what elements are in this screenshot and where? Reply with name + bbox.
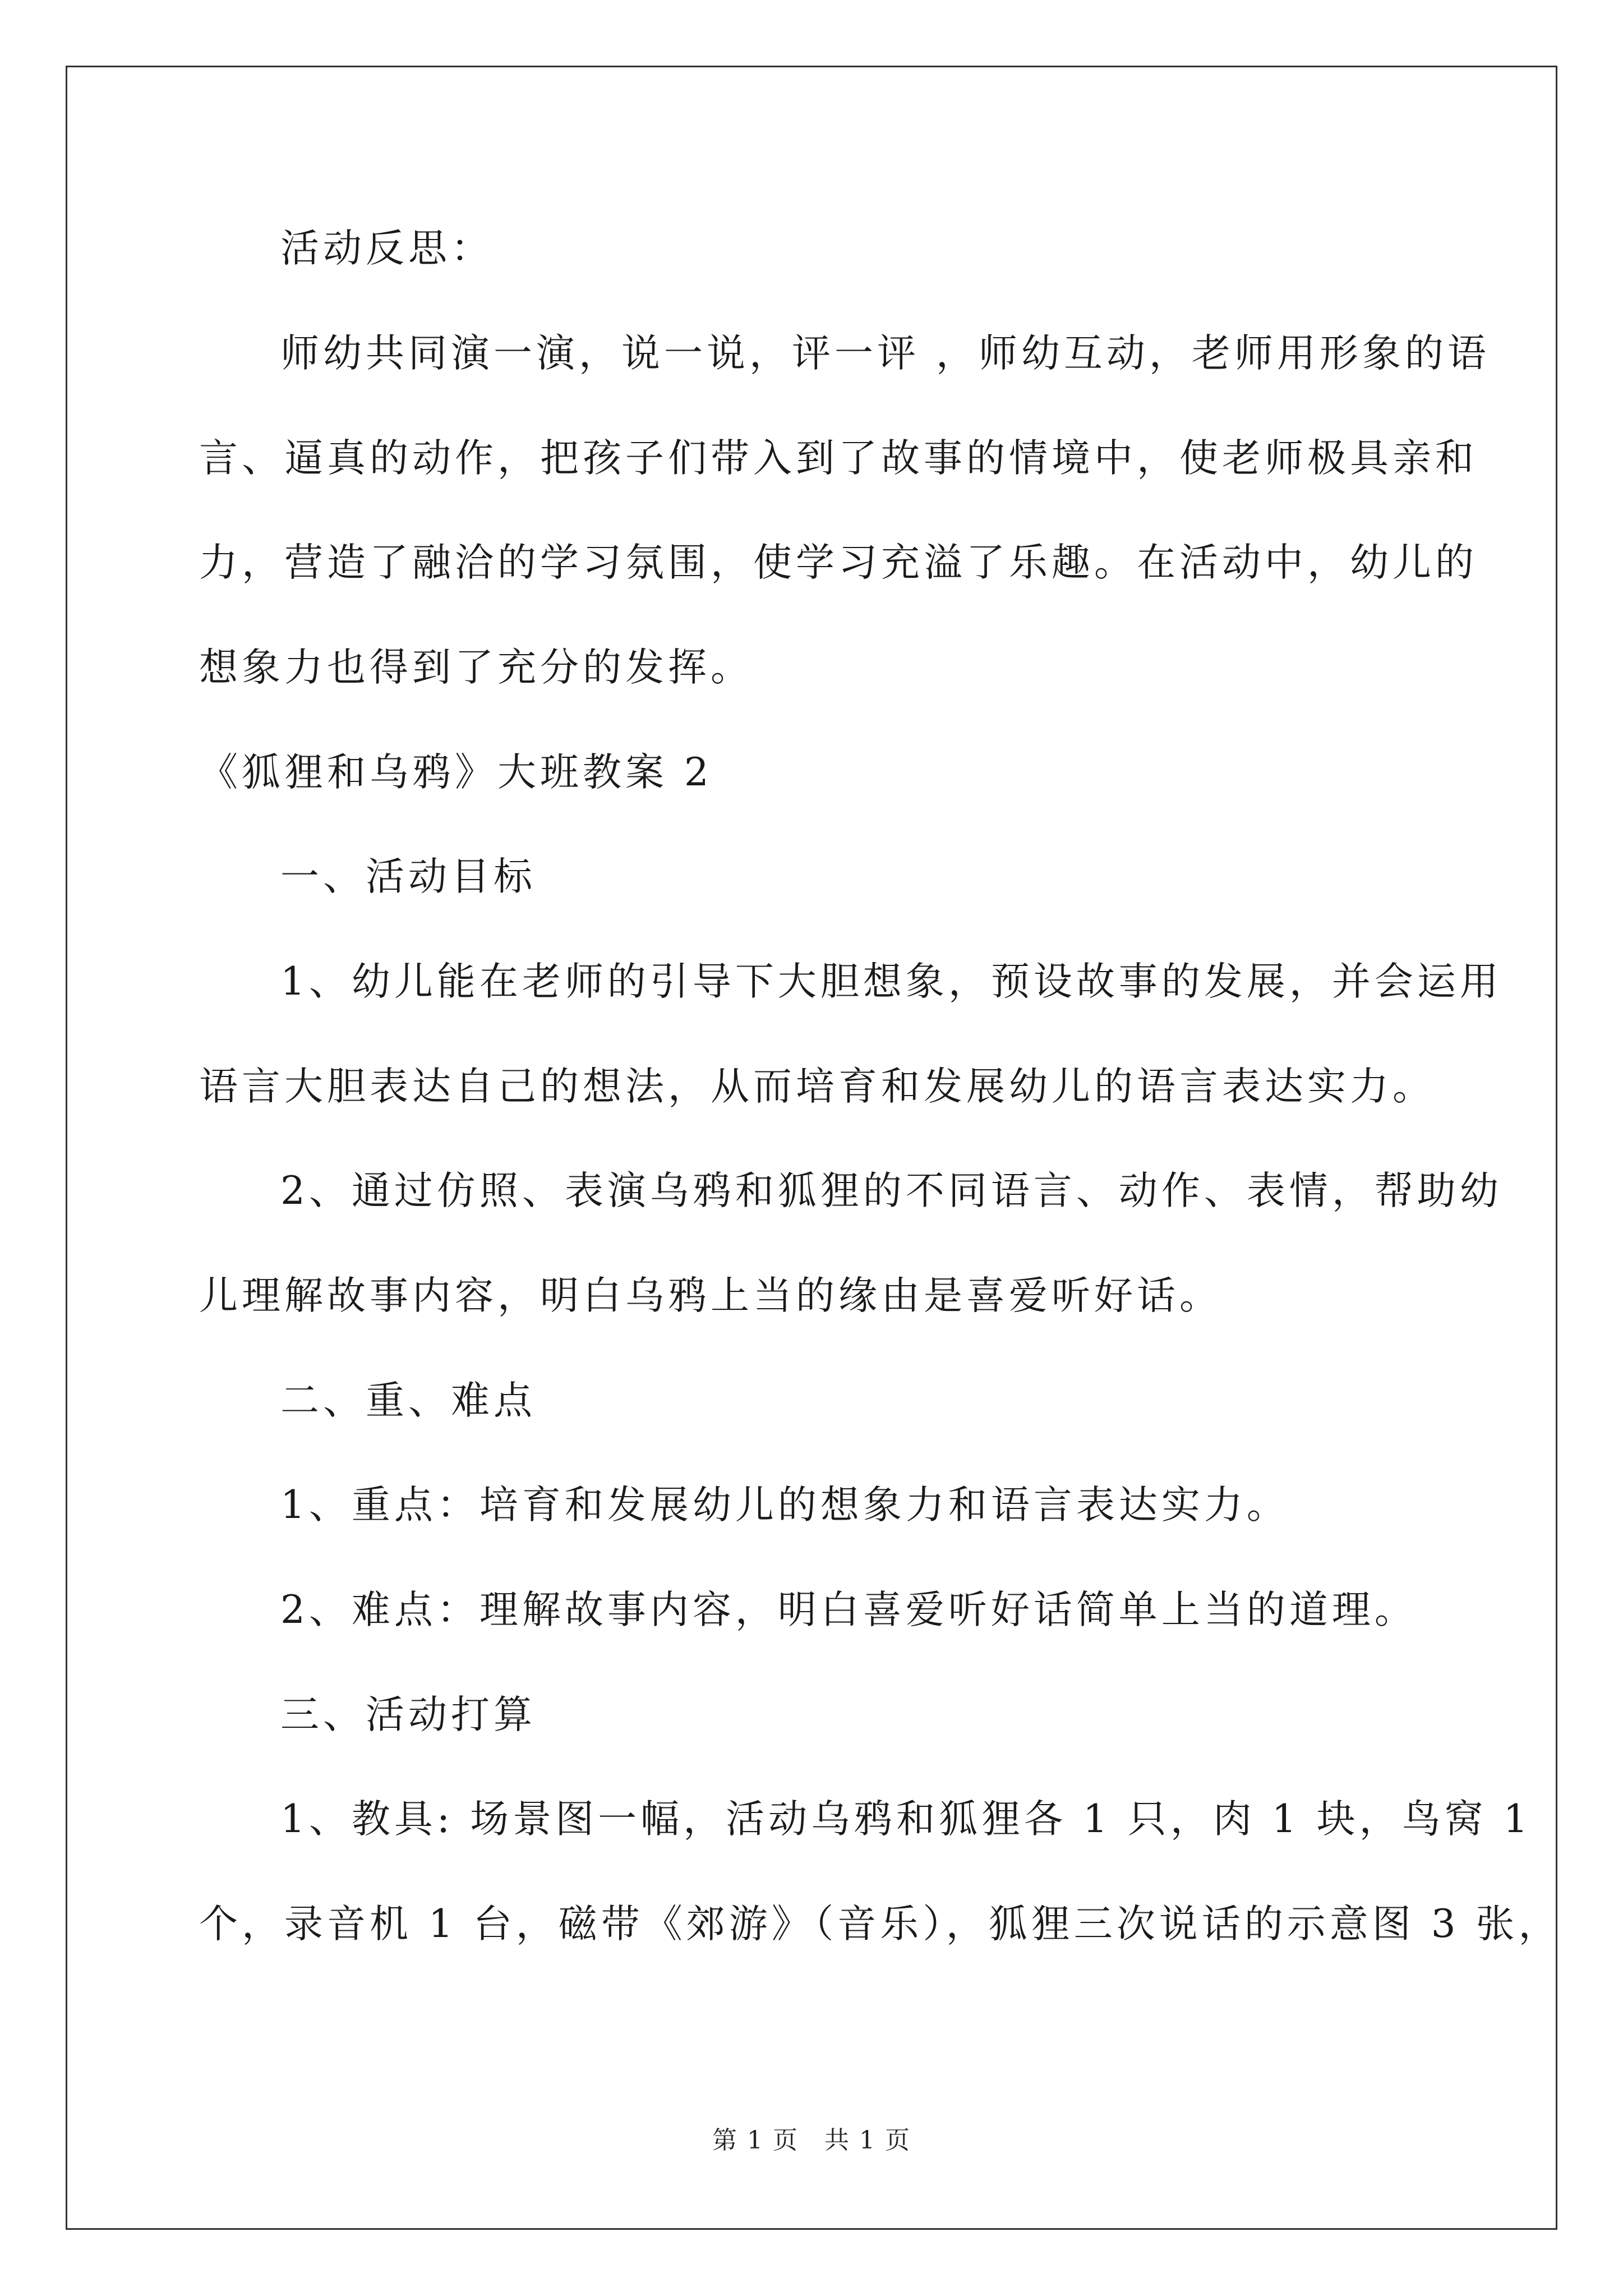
page-footer: 第 1 页 共 1 页: [712, 2126, 911, 2155]
paragraph-line: 言、逼真的动作，把孩子们带入到了故事的情境中，使老师极具亲和: [199, 436, 1478, 481]
section-heading-reflection: 活动反思：: [280, 226, 494, 271]
paragraph-line: 想象力也得到了充分的发挥。: [199, 645, 753, 690]
lesson-plan-title: 《狐狸和乌鸦》大班教案 2: [199, 750, 713, 795]
paragraph-line: 2、通过仿照、表演乌鸦和狐狸的不同语言、动作、表情，帮助幼: [280, 1168, 1502, 1213]
paragraph-line: 1、重点：培育和发展幼儿的想象力和语言表达实力。: [280, 1483, 1289, 1527]
paragraph-line: 2、难点：理解故事内容，明白喜爱听好话简单上当的道理。: [280, 1588, 1417, 1632]
section-heading-preparation: 三、活动打算: [280, 1692, 536, 1737]
paragraph-line: 师幼共同演一演，说一说，评一评 ，师幼互动，老师用形象的语: [280, 331, 1490, 376]
paragraph-line: 语言大胆表达自己的想法，从而培育和发展幼儿的语言表达实力。: [199, 1064, 1435, 1109]
paragraph-line: 儿理解故事内容，明白乌鸦上当的缘由是喜爱听好话。: [199, 1273, 1222, 1318]
paragraph-line: 个，录音机 1 台，磁带《郊游》（音乐），狐狸三次说话的示意图 3 张，: [199, 1902, 1561, 1947]
section-heading-key-points: 二、重、难点: [280, 1378, 536, 1423]
section-heading-goals: 一、活动目标: [280, 854, 536, 899]
paragraph-line: 1、教具: 场景图一幅，活动乌鸦和狐狸各 1 只，肉 1 块，鸟窝 1: [280, 1797, 1532, 1842]
paragraph-line: 力，营造了融洽的学习氛围，使学习充溢了乐趣。在活动中，幼儿的: [199, 540, 1478, 585]
paragraph-line: 1、幼儿能在老师的引导下大胆想象，预设故事的发展，并会运用: [280, 959, 1502, 1004]
